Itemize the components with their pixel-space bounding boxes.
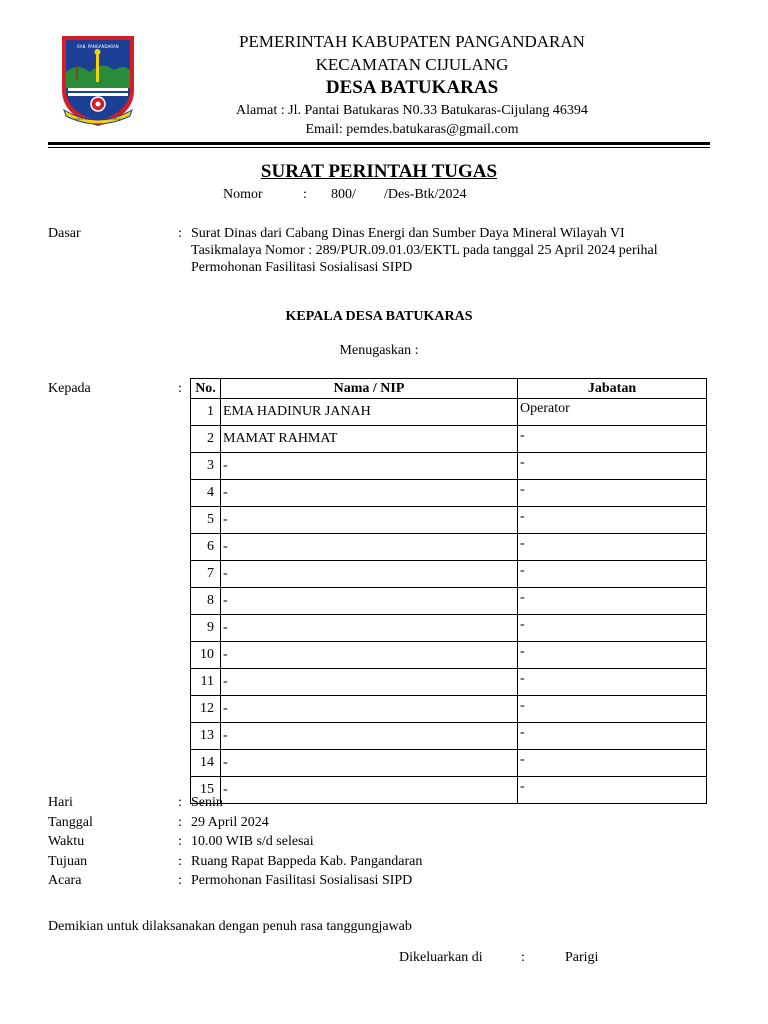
table-row: [191, 453, 707, 480]
header-nama-nip: Nama / NIP: [221, 379, 518, 399]
row-nama: -: [221, 588, 518, 615]
row-jabatan: -: [518, 750, 707, 777]
regency-shield-icon: [58, 32, 138, 128]
row-number: 9: [191, 615, 221, 642]
row-jabatan: -: [518, 696, 707, 723]
kepada-colon: :: [178, 381, 182, 396]
svg-text:KAB. PANGANDARAN: KAB. PANGANDARAN: [77, 44, 119, 49]
detail-value: Ruang Rapat Bappeda Kab. Pangandaran: [191, 853, 423, 869]
detail-colon: :: [178, 873, 182, 888]
row-nama: -: [221, 534, 518, 561]
row-jabatan: -: [518, 777, 707, 804]
detail-colon: :: [178, 834, 182, 849]
table-body: [191, 399, 707, 804]
detail-colon: :: [178, 853, 182, 869]
dasar-line-3: Permohonan Fasilitasi Sosialisasi SIPD: [191, 260, 413, 275]
header-rule-thin: [48, 147, 710, 148]
dasar-line-1: Surat Dinas dari Cabang Dinas Energi dan Sumber Daya Mineral Wilayah VI: [191, 226, 625, 241]
row-nama: EMA HADINUR JANAH: [221, 399, 518, 426]
detail-colon: :: [178, 814, 182, 830]
row-nama: -: [221, 480, 518, 507]
row-nama: -: [221, 561, 518, 588]
header-no: No.: [191, 379, 221, 399]
row-jabatan: -: [518, 669, 707, 696]
issued-colon: :: [521, 950, 525, 965]
row-nama: -: [221, 507, 518, 534]
letterhead-government: PEMERINTAH KABUPATEN PANGANDARAN: [239, 32, 585, 51]
detail-label: Tujuan: [48, 853, 88, 869]
table-header-row: [191, 379, 707, 399]
assignee-table: [190, 378, 707, 804]
table-row: [191, 507, 707, 534]
svg-text:MISTI SAMBA MAKARYA LEBUK: MISTI SAMBA MAKARYA LEBUK: [75, 117, 121, 121]
row-jabatan: -: [518, 480, 707, 507]
nomor-part2: /Des-Btk/2024: [384, 187, 467, 202]
row-nama: -: [221, 750, 518, 777]
table-row: [191, 561, 707, 588]
detail-label: Acara: [48, 873, 82, 888]
detail-value: Permohonan Fasilitasi Sosialisasi SIPD: [191, 873, 413, 888]
kepala-desa-heading: KEPALA DESA BATUKARAS: [285, 309, 473, 324]
table-row: [191, 480, 707, 507]
row-nama: MAMAT RAHMAT: [221, 426, 518, 453]
detail-value: 29 April 2024: [191, 814, 269, 830]
row-number: 4: [191, 480, 221, 507]
table-row: [191, 696, 707, 723]
issued-label: Dikeluarkan di: [399, 950, 483, 965]
row-nama: -: [221, 642, 518, 669]
row-number: 12: [191, 696, 221, 723]
detail-value: Senin: [191, 795, 223, 810]
letterhead-village: DESA BATUKARAS: [325, 77, 499, 98]
row-nama: -: [221, 723, 518, 750]
row-nama: -: [221, 777, 518, 804]
table-row: [191, 723, 707, 750]
detail-value: 10.00 WIB s/d selesai: [191, 834, 314, 849]
row-number: 3: [191, 453, 221, 480]
row-jabatan: -: [518, 507, 707, 534]
row-number: 13: [191, 723, 221, 750]
row-number: 5: [191, 507, 221, 534]
row-nama: -: [221, 615, 518, 642]
detail-label: Hari: [48, 795, 73, 810]
header-rule-thick: [48, 142, 710, 145]
row-jabatan: -: [518, 426, 707, 453]
detail-label: Waktu: [48, 834, 85, 849]
dasar-line-2: Tasikmalaya Nomor : 289/PUR.09.01.03/EKTL pada tanggal 25 April 2024 perihal: [191, 243, 658, 258]
issued-place: Parigi: [565, 950, 599, 965]
regency-logo: [58, 32, 138, 128]
table-row: [191, 750, 707, 777]
row-nama: -: [221, 669, 518, 696]
table-row: [191, 426, 707, 453]
row-jabatan: -: [518, 561, 707, 588]
menugaskan-text: Menugaskan :: [339, 343, 419, 358]
row-number: 2: [191, 426, 221, 453]
letterhead-district: KECAMATAN CIJULANG: [315, 55, 509, 74]
row-number: 6: [191, 534, 221, 561]
row-nama: -: [221, 696, 518, 723]
row-jabatan: -: [518, 534, 707, 561]
table-row: [191, 399, 707, 426]
header-jabatan: Jabatan: [518, 379, 707, 399]
table-row: [191, 615, 707, 642]
row-number: 8: [191, 588, 221, 615]
detail-colon: :: [178, 795, 182, 810]
row-jabatan: -: [518, 453, 707, 480]
row-jabatan: -: [518, 642, 707, 669]
row-number: 10: [191, 642, 221, 669]
row-jabatan: -: [518, 588, 707, 615]
detail-label: Tanggal: [48, 814, 93, 830]
row-jabatan: -: [518, 615, 707, 642]
nomor-part1: 800/: [331, 187, 356, 202]
row-number: 1: [191, 399, 221, 426]
row-number: 14: [191, 750, 221, 777]
closing-statement: Demikian untuk dilaksanakan dengan penuh rasa tanggungjawab: [48, 919, 412, 934]
row-number: 7: [191, 561, 221, 588]
kepada-label: Kepada: [48, 381, 91, 396]
dasar-colon: :: [178, 226, 182, 241]
table-row: [191, 642, 707, 669]
row-jabatan: -: [518, 723, 707, 750]
nomor-label: Nomor: [223, 187, 263, 202]
row-nama: -: [221, 453, 518, 480]
table-row: [191, 588, 707, 615]
table-row: [191, 669, 707, 696]
row-number: 15: [191, 777, 221, 804]
row-jabatan: Operator: [518, 399, 707, 426]
letterhead-address: Alamat : Jl. Pantai Batukaras N0.33 Batukaras-Cijulang 46394: [236, 103, 588, 118]
table-row: [191, 534, 707, 561]
letterhead-email: Email: pemdes.batukaras@gmail.com: [305, 122, 519, 137]
nomor-colon: :: [303, 187, 307, 202]
table-row: [191, 777, 707, 804]
document-title: SURAT PERINTAH TUGAS: [260, 161, 498, 182]
row-number: 11: [191, 669, 221, 696]
dasar-label: Dasar: [48, 226, 81, 241]
